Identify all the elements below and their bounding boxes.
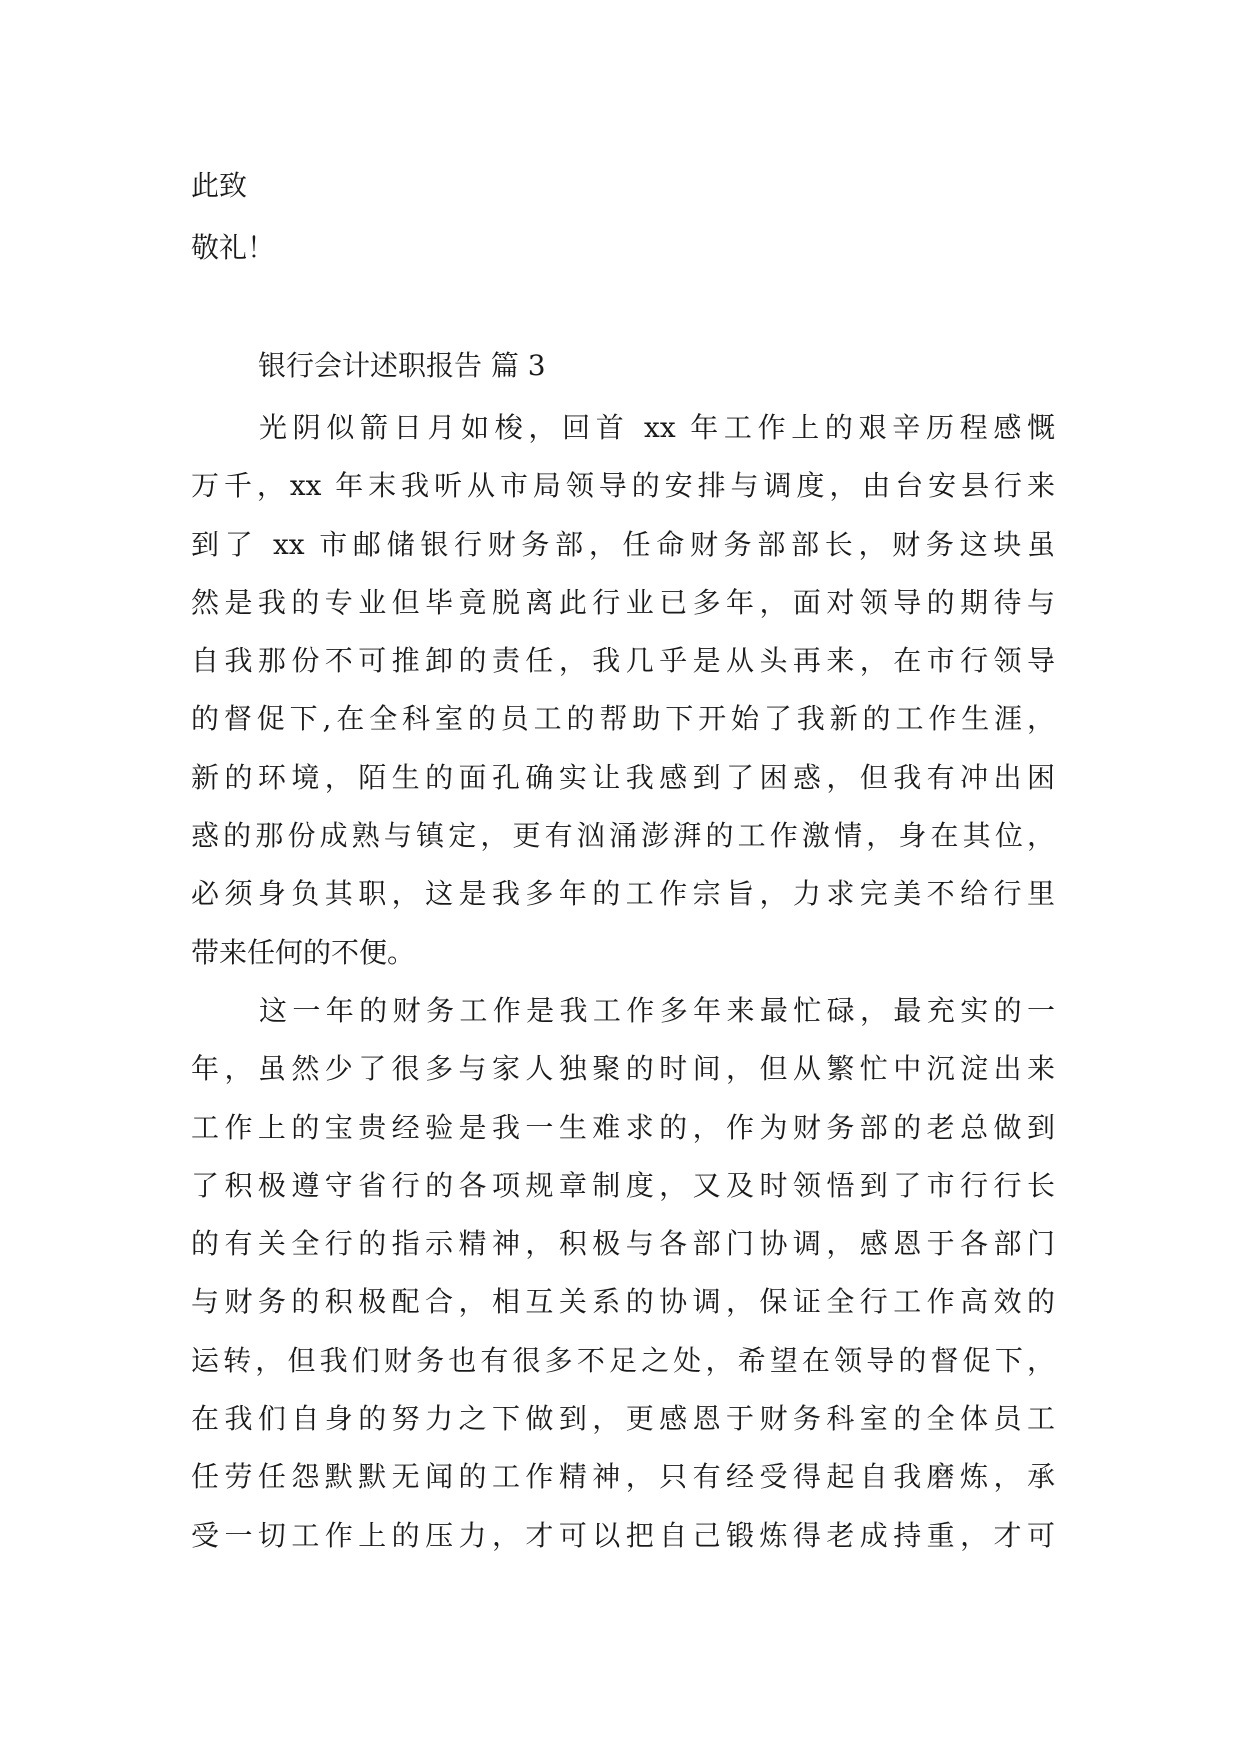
paragraph-line: 这一年的财务工作是我工作多年来最忙碌，最充实的一 bbox=[259, 993, 1055, 1027]
paragraph-line: 年，虽然少了很多与家人独聚的时间，但从繁忙中沉淀出来 bbox=[191, 1052, 1055, 1086]
paragraph-line: 运转，但我们财务也有很多不足之处，希望在领导的督促下， bbox=[191, 1343, 1055, 1377]
section-title: 银行会计述职报告 篇 3 bbox=[258, 349, 546, 382]
paragraph-line: 万千，xx 年末我听从市局领导的安排与调度，由台安县行来 bbox=[191, 469, 1055, 503]
paragraph-line: 在我们自身的努力之下做到，更感恩于财务科室的全体员工 bbox=[191, 1402, 1055, 1436]
paragraph-line: 任劳任怨默默无闻的工作精神，只有经受得起自我磨炼，承 bbox=[191, 1460, 1055, 1494]
paragraph bbox=[191, 399, 1055, 982]
paragraph-line: 新的环境，陌生的面孔确实让我感到了困惑，但我有冲出困 bbox=[191, 760, 1055, 794]
letter-closing bbox=[191, 155, 275, 279]
paragraph-line: 惑的那份成熟与镇定，更有汹涌澎湃的工作激情，身在其位， bbox=[191, 819, 1055, 853]
paragraph-line: 必须身负其职，这是我多年的工作宗旨，力求完美不给行里 bbox=[191, 877, 1055, 911]
paragraph-line: 然是我的专业但毕竟脱离此行业已多年，面对领导的期待与 bbox=[191, 585, 1055, 619]
paragraph-line: 自我那份不可推卸的责任，我几乎是从头再来，在市行领导 bbox=[191, 644, 1055, 678]
paragraph bbox=[191, 982, 1055, 1565]
salutation-line: 敬礼！ bbox=[191, 231, 276, 264]
paragraph-line: 与财务的积极配合，相互关系的协调，保证全行工作高效的 bbox=[191, 1285, 1055, 1319]
paragraph-line: 受一切工作上的压力，才可以把自己锻炼得老成持重，才可 bbox=[191, 1518, 1055, 1552]
paragraph-line: 的有关全行的指示精神，积极与各部门协调，感恩于各部门 bbox=[191, 1227, 1055, 1261]
document-body bbox=[191, 399, 1055, 1565]
paragraph-line: 工作上的宝贵经验是我一生难求的，作为财务部的老总做到 bbox=[191, 1110, 1055, 1144]
paragraph-line: 了积极遵守省行的各项规章制度，又及时领悟到了市行行长 bbox=[191, 1168, 1055, 1202]
paragraph-line: 到了 xx 市邮储银行财务部，任命财务部部长，财务这块虽 bbox=[191, 527, 1055, 561]
closing-line: 此致 bbox=[191, 169, 248, 202]
paragraph-line: 光阴似箭日月如梭，回首 xx 年工作上的艰辛历程感慨 bbox=[259, 411, 1055, 444]
paragraph-line: 的督促下,在全科室的员工的帮助下开始了我新的工作生涯， bbox=[191, 702, 1055, 736]
paragraph-line: 带来任何的不便。 bbox=[191, 935, 416, 969]
